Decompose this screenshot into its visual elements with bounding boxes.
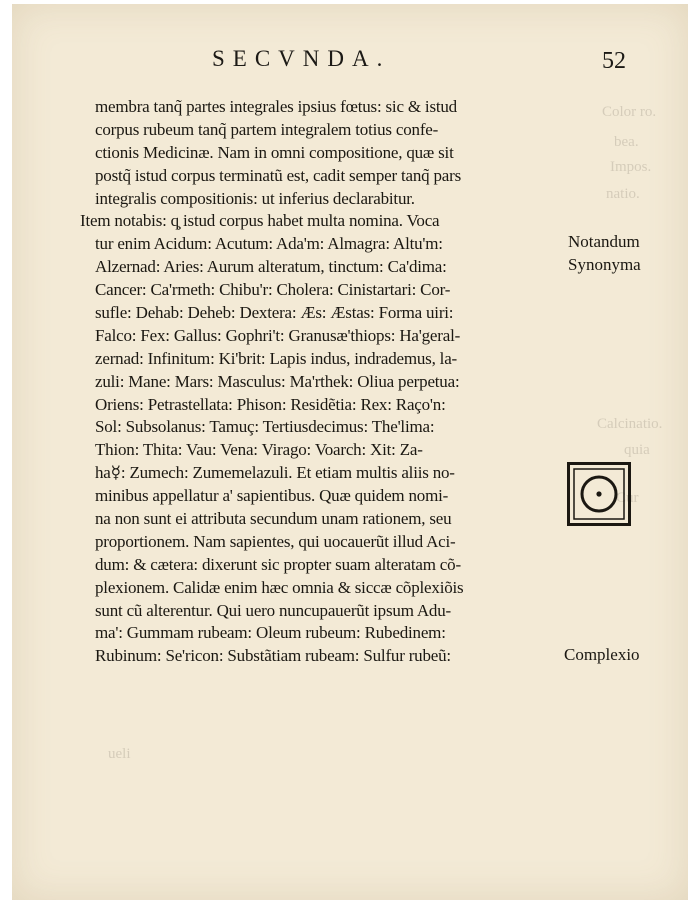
running-title: SECVNDA. [212, 46, 391, 71]
text-line: ma': Gummam rubeam: Oleum rubeum: Rubedinem: [95, 623, 446, 643]
text-line: zernad: Infinitum: Ki'brit: Lapis indus, indrademus, la- [95, 348, 458, 368]
text-line: Thion: Thita: Vau: Vena: Virago: Voarch: Xit: Za- [95, 440, 423, 460]
margin-note-notandum: Notandum [568, 232, 640, 251]
text-line: postq̃ istud corpus terminatũ est, cadit semper tanq̃ pars [95, 165, 462, 185]
text-line: integralis compositionis: ut inferius declarabitur. [95, 188, 415, 208]
text-line: Cancer: Ca'rmeth: Chibu'r: Cholera: Cinistartari: Cor- [95, 280, 451, 300]
bleed-through-text: Cur [616, 490, 639, 506]
sun-in-square-icon [567, 462, 631, 526]
bleed-through-text: quia [624, 442, 650, 458]
bleed-through-text: Calcinatio. [597, 416, 663, 432]
text-line: Oriens: Petrastellata: Phison: Residẽtia: Rex: Raço'n: [95, 394, 446, 414]
page-number: 52 [602, 48, 626, 74]
text-line: corpus rubeum tanq̃ partem integralem totius confe- [95, 119, 439, 139]
text-line: minibus appellatur a' sapientibus. Quæ quidem nomi- [95, 486, 449, 506]
margin-note-complexio: Complexio [564, 645, 640, 664]
text-line: Alzernad: Aries: Aurum alteratum, tinctum: Ca'dima: [95, 257, 447, 277]
bleed-through-text: natio. [606, 186, 640, 202]
text-line: ctionis Medicinæ. Nam in omni compositione, quæ sit [95, 142, 454, 162]
margin-note-synonyma: Synonyma [568, 255, 641, 274]
text-line: sufle: Dehab: Deheb: Dextera: Æs: Æstas: Forma uiri: [95, 303, 454, 323]
book-page [12, 4, 688, 900]
text-line: na non sunt ei attributa secundum unam rationem, seu [95, 509, 452, 529]
bleed-through-text: bea. [614, 134, 639, 150]
text-line: Falco: Fex: Gallus: Gophri't: Granusæ'thiops: Ha'geral- [95, 325, 461, 345]
text-line: tur enim Acidum: Acutum: Ada'm: Almagra: Altu'm: [95, 234, 443, 254]
bleed-through-text: Impos. [610, 159, 652, 175]
bleed-through-text: Color ro. [602, 104, 657, 120]
bleed-through-text: ueli [108, 746, 131, 762]
text-line: ha☿: Zumech: Zumemelazuli. Et etiam multis aliis no- [95, 463, 455, 483]
text-line: Item notabis: q̧ istud corpus habet multa nomina. Voca [80, 211, 440, 231]
text-line: zuli: Mane: Mars: Masculus: Ma'rthek: Oliua perpetua: [95, 371, 460, 391]
main-text-block [80, 96, 572, 668]
text-line: sunt cũ alterentur. Qui uero nuncupauerũt ipsum Adu- [95, 600, 451, 620]
text-line: proportionem. Nam sapientes, qui uocauerũt illud Aci- [95, 531, 456, 551]
text-line: dum: & cætera: dixerunt sic propter suam alteratam cõ- [95, 554, 461, 574]
text-line: plexionem. Calidæ enim hæc omnia & siccæ cõplexiõis [95, 577, 464, 597]
text-line: Sol: Subsolanus: Tamuç: Tertiusdecimus: The'lima: [95, 417, 435, 437]
text-line: membra tanq̃ partes integrales ipsius fœtus: sic & istud [95, 97, 457, 116]
text-line: Rubinum: Se'ricon: Substãtiam rubeam: Sulfur rubeũ: [95, 646, 451, 666]
